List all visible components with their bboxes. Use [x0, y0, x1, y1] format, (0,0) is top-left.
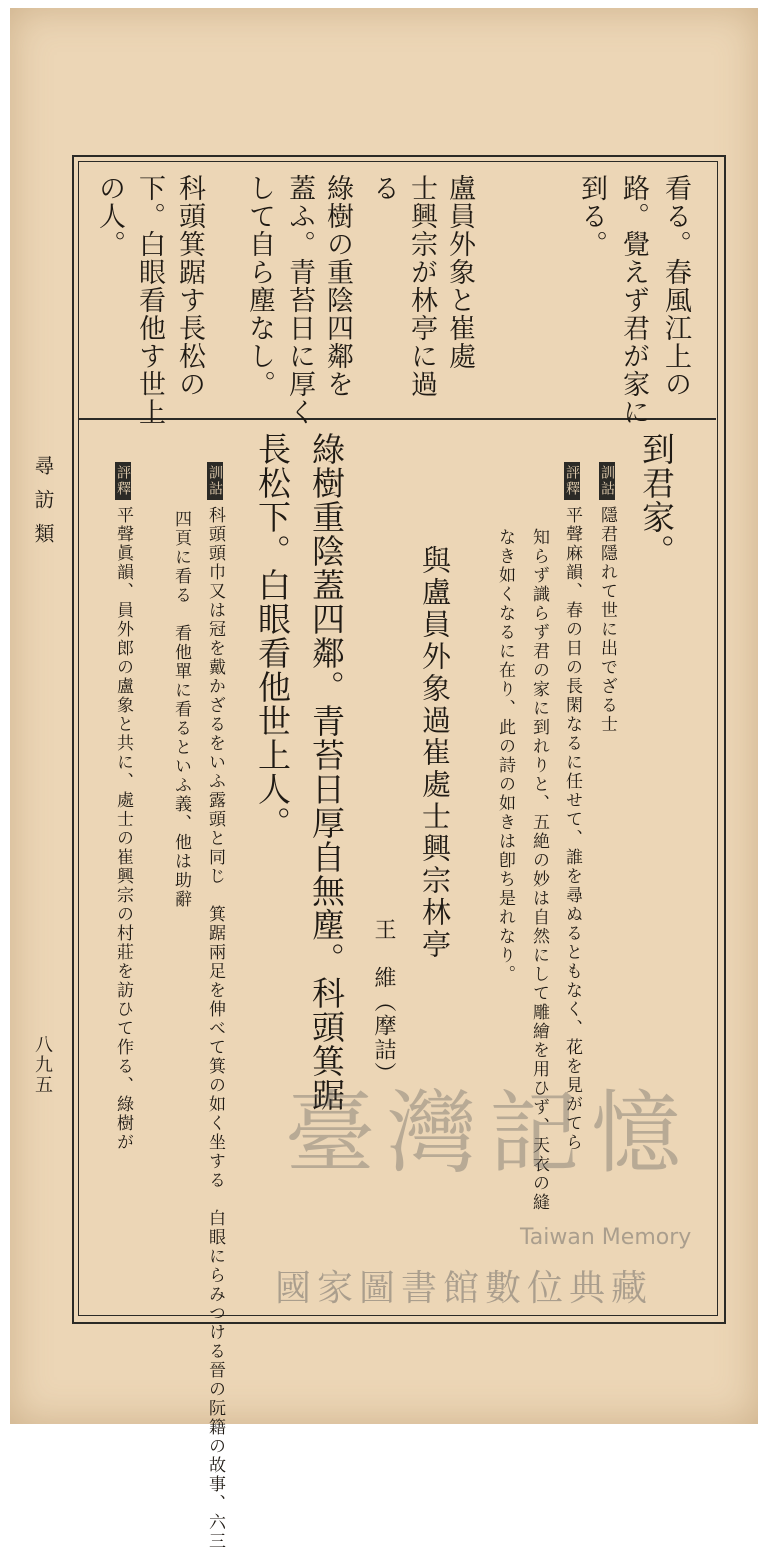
upper-col-11: 下。白眼看他す世上	[134, 174, 165, 426]
watermark-org: 國家圖書館數位典藏	[275, 1268, 654, 1309]
upper-col-7: 綠樹の重陰四鄰を	[322, 174, 353, 398]
upper-col-1: 看る。春風江上の	[660, 174, 691, 398]
hyoshaku-block-2: 評釋平聲眞韻、員外郎の盧象と共に、處士の崔興宗の村莊を訪ひて作る、綠樹が	[114, 462, 131, 1152]
upper-col-4: 盧員外象と崔處	[444, 174, 475, 370]
upper-col-9: して自ら塵なし。	[244, 174, 275, 398]
hyoshaku2-label: 評釋	[115, 462, 131, 500]
upper-col-10: 科頭箕踞す長松の	[174, 174, 205, 398]
hyoshaku-line-3: なき如くなるに在り、此の詩の如きは卽ち是れなり。	[495, 528, 515, 984]
margin-title: 尋訪類	[31, 455, 55, 557]
hyoshaku-line-2: 知らず識らず君の家に到れりと、五絶の妙は自然にして雕繪を用ひず、天衣の縫	[529, 528, 549, 1212]
kunko-block-2-b: 四頁に看る 看他單に看るといふ義、他は助辭	[171, 510, 191, 909]
kunko-label: 訓詁	[599, 462, 615, 500]
hyoshaku-line-1: 評釋平聲麻韻、春の日の長閑なるに任せて、誰を尋ぬるともなく、花を見がてら	[563, 462, 580, 1152]
page-number: 八九五	[32, 1035, 53, 1095]
upper-col-8: 蓋ふ。青苔日に厚く	[284, 174, 315, 426]
upper-col-5: 士興宗が林亭に過	[406, 174, 437, 398]
poem-title: 與盧員外象過崔處士興宗林亭	[418, 545, 452, 961]
kunko-text: 隱君隱れて世に出でざる士	[597, 506, 617, 734]
upper-col-3: 到る。	[576, 174, 607, 258]
upper-col-2: 路。覺えず君が家に	[618, 174, 649, 426]
poem-line-1: 綠樹重陰蓋四鄰。青苔日厚自無塵。科頭箕踞	[307, 432, 346, 1112]
upper-col-6: る	[368, 174, 399, 202]
watermark-english: Taiwan Memory	[520, 1225, 692, 1250]
poem-author: 王 維（摩詰）	[371, 918, 396, 1086]
hyoshaku-label: 評釋	[564, 462, 580, 500]
upper-col-12: の人。	[94, 174, 125, 258]
poem-line-2: 長松下。白眼看他世上人。	[253, 432, 292, 840]
kunko-block-2-a: 訓詁科頭頭巾又は冠を戴かざるをいふ露頭と同じ 箕踞兩足を伸べて箕の如く坐する 白眼にらみつける晉の阮籍の故事、六三	[206, 462, 223, 1551]
kunko-block-1	[598, 462, 615, 734]
poem-line-end: 到君家。	[637, 432, 676, 568]
kunko2-label: 訓詁	[207, 462, 223, 500]
watermark-logo: 臺灣記憶	[285, 1081, 693, 1186]
